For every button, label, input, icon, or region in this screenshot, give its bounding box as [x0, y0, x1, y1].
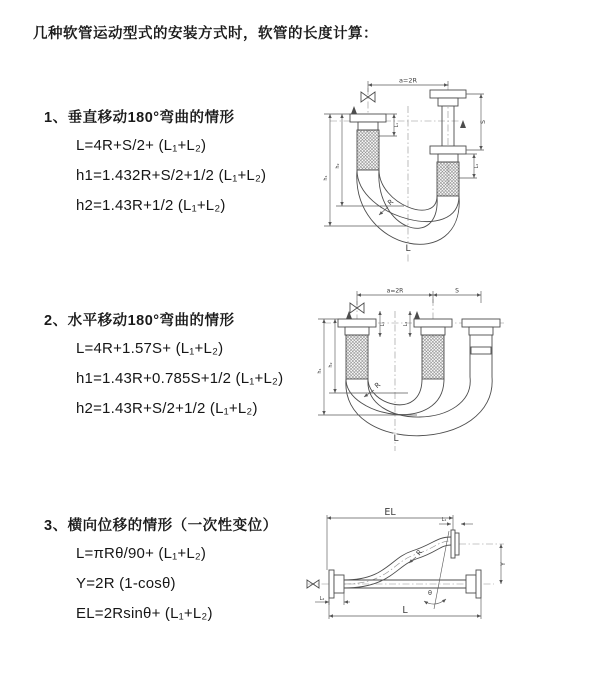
diagram-horizontal-180-bend	[308, 281, 570, 463]
dim-label-l1: L₁	[395, 122, 400, 128]
radius-label: R	[414, 548, 425, 558]
dim-label-a2r: a=2R	[398, 76, 418, 85]
radius-label: R	[386, 197, 396, 208]
dim-label-h2: h₂	[328, 362, 334, 368]
dim-s	[466, 94, 487, 150]
direction-arrow	[414, 311, 420, 319]
dim-label-L: L	[402, 605, 408, 616]
dim-el	[327, 507, 453, 570]
diagram-vertical-180-bend	[308, 66, 560, 268]
dim-label-L: L	[393, 434, 399, 444]
dim-label-l1: L₁	[441, 517, 447, 523]
dim-l2	[403, 311, 410, 337]
dim-label-h2: h₂	[335, 163, 341, 169]
dim-l1	[439, 517, 473, 524]
direction-arrow	[460, 120, 466, 128]
section-3-formula-L: L=πRθ/90+ (L₁+L₂)	[76, 545, 207, 562]
right-flange	[466, 570, 481, 598]
right-pipe	[462, 319, 500, 377]
section-3-heading: 3、横向位移的情形（一次性变位）	[44, 518, 278, 534]
radius-callout	[409, 548, 424, 563]
radius-label: R	[373, 380, 383, 391]
dim-label-s: S	[455, 287, 459, 295]
section-3-formula-Y: Y=2R (1-cosθ)	[76, 575, 176, 592]
left-pipe	[338, 311, 376, 379]
left-pipe	[350, 106, 386, 170]
section-2-formula-L: L=4R+1.57S+ (L₁+L₂)	[76, 340, 224, 357]
dim-label-a2r: a=2R	[386, 287, 404, 295]
dim-label-el: EL	[384, 507, 396, 518]
dim-label-h1: h₁	[323, 175, 329, 181]
dim-label-s: S	[480, 120, 487, 124]
diagram-lateral-displacement	[298, 496, 596, 650]
dim-label-l1: L₁	[381, 321, 386, 327]
dim-label-L: L	[405, 244, 411, 254]
radius-callout	[379, 198, 395, 215]
section-1-formula-h1: h1=1.432R+S/2+1/2 (L₁+L₂)	[76, 167, 267, 184]
dim-l2	[459, 154, 480, 178]
section-1-heading: 1、垂直移动180°弯曲的情形	[44, 110, 235, 126]
upper-right-flange	[451, 530, 459, 558]
section-1-formula-h2: h2=1.43R+1/2 (L₁+L₂)	[76, 197, 226, 214]
radius-callout	[364, 381, 382, 397]
section-2-formula-h1: h1=1.43R+0.785S+1/2 (L₁+L₂)	[76, 370, 284, 387]
angle-label: θ	[428, 589, 432, 597]
top-dimension	[357, 288, 481, 306]
hose-curves	[346, 377, 492, 436]
middle-pipe	[414, 311, 452, 379]
page-title: 几种软管运动型式的安装方式时，软管的长度计算：	[33, 26, 378, 42]
dim-label-y: Y	[499, 562, 507, 566]
section-1-formula-L: L=4R+S/2+ (L₁+L₂)	[76, 137, 207, 154]
dim-y	[499, 544, 507, 584]
dim-label-l2: L₂	[404, 321, 409, 327]
dim-label-l2: L₂	[319, 596, 325, 602]
direction-arrow	[351, 106, 357, 114]
section-3-formula-EL: EL=2Rsinθ+ (L₁+L₂)	[76, 605, 213, 622]
section-2-formula-h2: h2=1.43R+S/2+1/2 (L₁+L₂)	[76, 400, 258, 417]
angle-construction	[424, 531, 449, 609]
section-2-heading: 2、水平移动180°弯曲的情形	[44, 313, 235, 329]
dim-label-h1: h₁	[317, 368, 323, 374]
dim-label-l2: L₂	[475, 163, 480, 169]
dim-l1	[380, 311, 386, 337]
dim-bottom-L	[329, 598, 481, 619]
